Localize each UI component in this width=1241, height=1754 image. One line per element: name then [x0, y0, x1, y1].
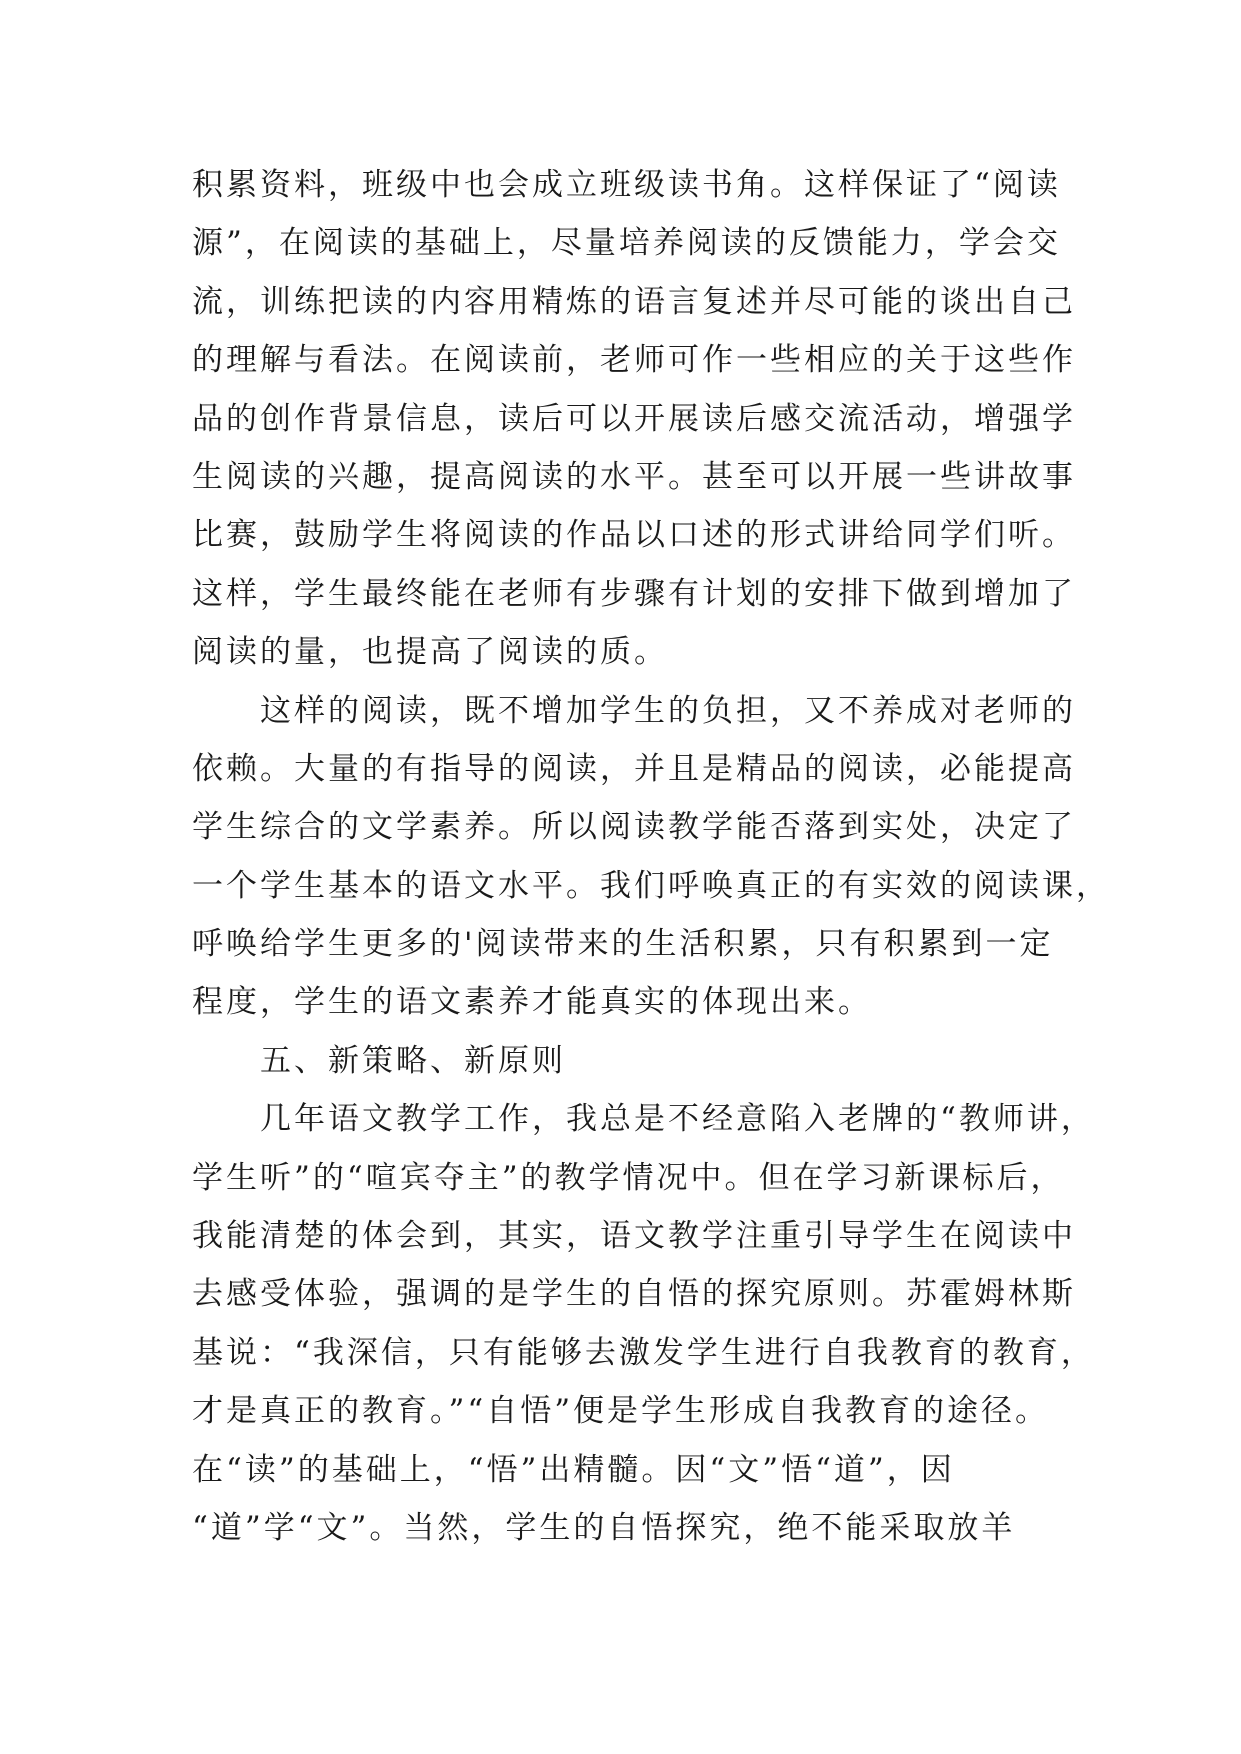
text-line: 基说：“我深信，只有能够去激发学生进行自我教育的教育， [192, 1334, 1095, 1371]
text-line: 我能清楚的体会到，其实，语文教学注重引导学生在阅读中 [192, 1218, 1076, 1255]
text-line: 才是真正的教育。”“自悟”便是学生形成自我教育的途径。 [192, 1393, 1050, 1430]
text-line: 比赛，鼓励学生将阅读的作品以口述的形式讲给同学们听。 [192, 517, 1076, 554]
paragraph-start-line: 这样的阅读，既不增加学生的负担，又不养成对老师的 [260, 692, 1076, 729]
text-line: 学生综合的文学素养。所以阅读教学能否落到实处，决定了 [192, 809, 1076, 846]
text-line: 去感受体验，强调的是学生的自悟的探究原则。苏霍姆林斯 [192, 1276, 1076, 1313]
text-line: 呼唤给学生更多的'阅读带来的生活积累，只有积累到一定 [192, 926, 1054, 963]
text-line: 这样，学生最终能在老师有步骤有计划的安排下做到增加了 [192, 575, 1076, 612]
text-line: 一个学生基本的语文水平。我们呼唤真正的有实效的阅读课， [192, 867, 1110, 904]
text-line: 源”，在阅读的基础上，尽量培养阅读的反馈能力，学会交 [192, 225, 1061, 262]
text-line: 阅读的量，也提高了阅读的质。 [192, 634, 668, 671]
text-line: 依赖。大量的有指导的阅读，并且是精品的阅读，必能提高 [192, 750, 1076, 787]
text-line: 程度，学生的语文素养才能真实的体现出来。 [192, 984, 872, 1021]
text-line: 积累资料，班级中也会成立班级读书角。这样保证了“阅读 [192, 167, 1061, 203]
text-line: 品的创作背景信息，读后可以开展读后感交流活动，增强学 [192, 400, 1076, 437]
text-line: 在“读”的基础上，“悟”出精髓。因“文”悟“道”，因 [192, 1451, 955, 1488]
text-line: 流，训练把读的内容用精炼的语言复述并尽可能的谈出自己 [192, 283, 1076, 320]
section-heading: 五、新策略、新原则 [260, 1042, 566, 1079]
text-line: “道”学“文”。当然，学生的自悟探究，绝不能采取放羊 [192, 1509, 1016, 1546]
paragraph-start-line: 几年语文教学工作，我总是不经意陷入老牌的“教师讲， [260, 1101, 1095, 1138]
text-line: 生阅读的兴趣，提高阅读的水平。甚至可以开展一些讲故事 [192, 458, 1076, 495]
text-line: 学生听”的“喧宾夺主”的教学情况中。但在学习新课标后， [192, 1159, 1065, 1196]
body-text [192, 156, 1110, 1557]
text-line: 的理解与看法。在阅读前，老师可作一些相应的关于这些作 [192, 342, 1076, 379]
